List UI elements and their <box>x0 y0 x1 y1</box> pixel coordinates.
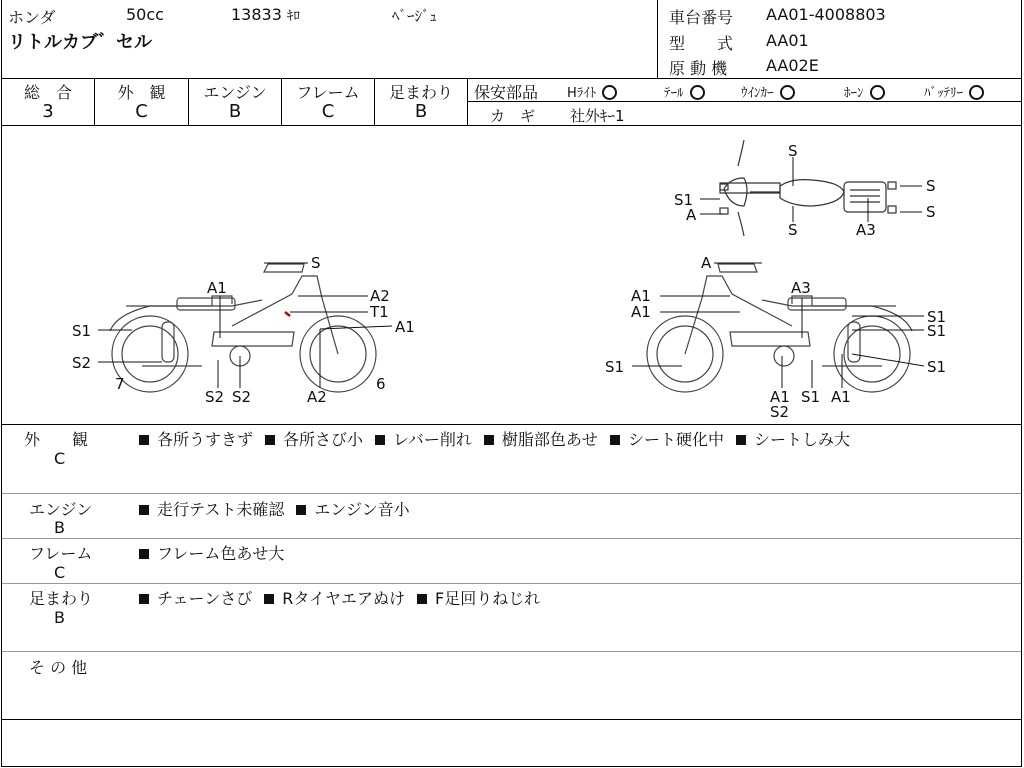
note-grade-engine: B <box>54 518 65 537</box>
key-label: カ ギ <box>490 107 536 125</box>
note-grade-exterior: C <box>54 449 66 468</box>
divider <box>2 493 1021 494</box>
note-category-suspension: 足まわり <box>29 589 94 608</box>
mark-label: A2 <box>307 388 327 406</box>
mark-label: S1 <box>674 191 694 209</box>
square-bullet-icon <box>417 594 427 604</box>
grade-engine-label: エンジン <box>203 83 267 102</box>
grade-overall-value: 3 <box>42 101 54 122</box>
square-bullet-icon <box>375 435 385 445</box>
mark-label: S <box>788 221 798 239</box>
mark-label: A1 <box>207 279 227 297</box>
accent-mark <box>285 312 290 316</box>
ok-circle-icon <box>602 85 617 100</box>
mark-label: A1 <box>631 287 651 305</box>
mark-label: A1 <box>395 318 415 336</box>
square-bullet-icon <box>139 549 149 559</box>
mileage: 13833 ｷﾛ <box>231 5 300 24</box>
ok-circle-icon <box>969 85 984 100</box>
grade-frame-label: フレーム <box>296 83 360 102</box>
note-items-exterior: 各所うすきず 各所さび小 レバー削れ 樹脂部色あせ シート硬化中 シートしみ大 <box>139 427 850 450</box>
mark-label: S <box>311 254 321 272</box>
engine-label: 原 動 機 <box>669 59 728 78</box>
mark-label: A <box>686 206 697 224</box>
square-bullet-icon <box>264 594 274 604</box>
divider <box>2 424 1021 425</box>
grade-overall-label: 総 合 <box>23 83 72 102</box>
mark-label: S <box>788 142 798 160</box>
grade-suspension-label: 足まわり <box>388 83 453 102</box>
square-bullet-icon <box>139 435 149 445</box>
mark-label: S1 <box>927 358 947 376</box>
frame-no-label: 車台番号 <box>669 8 734 27</box>
note-category-frame: フレーム <box>29 544 93 563</box>
square-bullet-icon <box>265 435 275 445</box>
note-category-exterior: 外 観 <box>24 430 89 449</box>
mark-label: 7 <box>115 375 125 393</box>
mark-label: A <box>701 254 712 272</box>
safety-label: 保安部品 <box>474 83 539 102</box>
note-category-other: そ の 他 <box>29 658 88 677</box>
mark-label: A2 <box>370 287 390 305</box>
mark-label: S1 <box>72 322 92 340</box>
mark-label: A3 <box>856 221 876 239</box>
mark-label: S2 <box>770 403 790 421</box>
damage-diagram <box>2 126 1022 424</box>
safety-item-tail: ﾃｰﾙ <box>664 82 705 101</box>
divider <box>2 538 1021 539</box>
divider <box>2 583 1021 584</box>
note-grade-frame: C <box>54 563 66 582</box>
safety-item-winker: ｳｲﾝｶｰ <box>741 82 795 101</box>
grade-suspension-value: B <box>414 101 428 122</box>
key-value: 社外ｷｰ1 <box>570 107 625 125</box>
note-grade-suspension: B <box>54 608 65 627</box>
right-view-bike-icon <box>647 264 912 392</box>
color: ﾍﾞｰｼﾞｭ <box>392 7 438 25</box>
safety-item-battery: ﾊﾞｯﾃﾘｰ <box>924 82 984 101</box>
square-bullet-icon <box>610 435 620 445</box>
mark-label: T1 <box>370 303 389 321</box>
divider <box>2 78 1021 79</box>
square-bullet-icon <box>296 505 306 515</box>
divider <box>2 651 1021 652</box>
leader-lines <box>98 157 924 388</box>
mark-label: 6 <box>376 375 386 393</box>
square-bullet-icon <box>139 505 149 515</box>
mark-label: A1 <box>631 303 651 321</box>
note-items-frame: フレーム色あせ大 <box>139 541 284 564</box>
divider <box>657 0 658 78</box>
safety-item-headlight: Hﾗｲﾄ <box>567 82 617 101</box>
note-category-engine: エンジン <box>29 500 93 519</box>
inspection-sheet <box>1 0 1022 767</box>
mark-label: A3 <box>791 279 811 297</box>
ok-circle-icon <box>780 85 795 100</box>
square-bullet-icon <box>484 435 494 445</box>
mark-label: S <box>926 177 936 195</box>
divider <box>467 101 1021 102</box>
model-name: リトルカブ゛セル <box>8 32 152 53</box>
mark-label: S2 <box>205 388 225 406</box>
note-items-engine: 走行テスト未確認 エンジン音小 <box>139 497 410 520</box>
square-bullet-icon <box>736 435 746 445</box>
type-value: AA01 <box>766 31 809 50</box>
divider <box>2 719 1021 720</box>
mark-label: A1 <box>831 388 851 406</box>
engine-value: AA02E <box>766 56 819 75</box>
mark-label: S2 <box>72 354 92 372</box>
type-label: 型 式 <box>669 34 734 53</box>
mark-label: S1 <box>605 358 625 376</box>
safety-item-horn: ﾎｰﾝ <box>844 82 885 101</box>
frame-no: AA01-4008803 <box>766 5 886 24</box>
maker: ホンダ <box>8 8 56 27</box>
grade-exterior-value: C <box>135 101 148 122</box>
mark-label: A1 <box>770 388 790 406</box>
mark-label: S2 <box>232 388 252 406</box>
square-bullet-icon <box>139 594 149 604</box>
mark-label: S1 <box>801 388 821 406</box>
ok-circle-icon <box>690 85 705 100</box>
mark-label: S1 <box>927 322 947 340</box>
grade-exterior-label: 外 観 <box>117 83 166 102</box>
ok-circle-icon <box>870 85 885 100</box>
grade-frame-value: C <box>321 101 335 122</box>
mark-label: S1 <box>927 308 947 326</box>
grade-engine-value: B <box>228 101 242 122</box>
mark-label: S <box>926 203 936 221</box>
note-items-suspension: チェーンさび Rタイヤエアぬけ F足回りねじれ <box>139 586 540 609</box>
displacement: 50cc <box>126 5 164 24</box>
